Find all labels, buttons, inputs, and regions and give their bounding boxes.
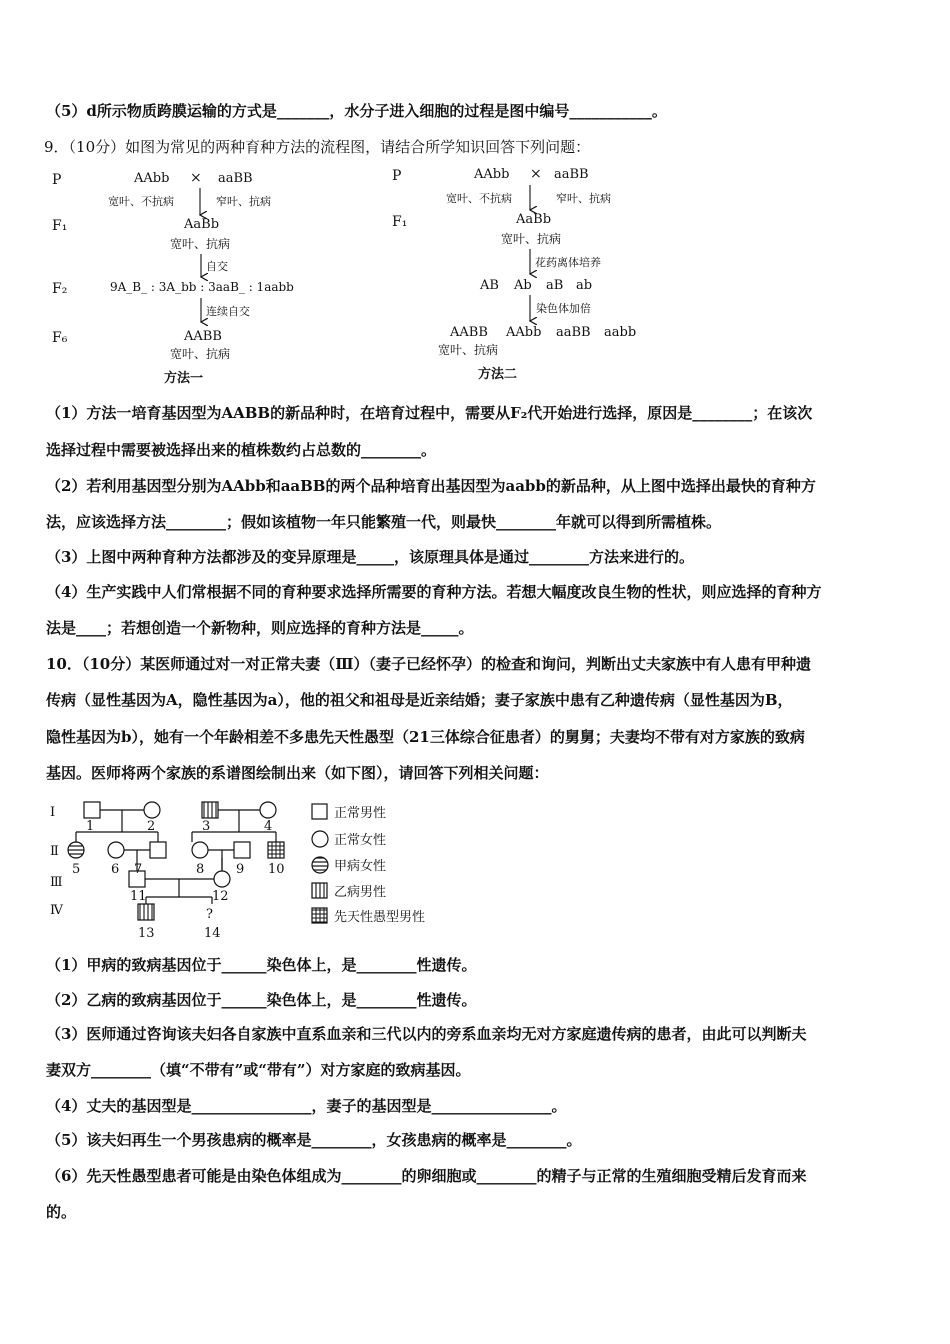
gen-label-iv: Ⅳ	[50, 903, 63, 918]
id-11: 11	[130, 889, 147, 904]
legend-disease-a-female: 甲病女性	[334, 859, 387, 874]
f1-trait-2: 宽叶、抗病	[501, 232, 562, 246]
q10-sub1: （1）甲病的致病基因位于______染色体上，是________性遗传。	[46, 956, 477, 974]
individual-13	[138, 904, 154, 920]
individual-7	[150, 842, 166, 858]
parent-b-trait: 窄叶、抗病	[216, 195, 271, 208]
gen-p-label: P	[52, 172, 62, 188]
individual-6	[108, 842, 124, 858]
q9-sub2-line1: （2）若利用基因型分别为AAbb和aaBB的两个品种培育出基因型为aabb的新品种，从上图中选择出最快的育种方	[46, 477, 816, 495]
individual-4	[260, 802, 276, 818]
parent-aabb-2: aaBB	[218, 171, 253, 186]
q10-sub4: （4）丈夫的基因型是________________，妻子的基因型是________________。	[46, 1097, 567, 1115]
result-1: AABB	[450, 325, 488, 340]
f6-genotype: AABB	[184, 329, 222, 344]
individual-12	[214, 871, 230, 887]
individual-10	[268, 842, 284, 858]
step-selfing: 自交	[206, 260, 228, 273]
id-12: 12	[212, 889, 229, 904]
method-two	[392, 166, 636, 382]
id-14: 14	[204, 926, 221, 941]
legend-disease-b-male-icon	[312, 883, 327, 898]
f1-trait: 宽叶、抗病	[170, 237, 231, 251]
id-6: 6	[111, 862, 120, 877]
individual-5	[68, 842, 84, 858]
parent-aabb: AAbb	[134, 171, 170, 186]
step-continuous-selfing: 连续自交	[206, 305, 250, 318]
legend-down-syndrome-male: 先天性愚型男性	[334, 910, 426, 925]
legend-down-syndrome-male-icon	[312, 908, 327, 923]
result-3: aaBB	[556, 325, 591, 340]
gamete-ab-2: Ab	[514, 278, 532, 293]
f1-genotype: AaBb	[184, 217, 220, 232]
gen-label-ii: Ⅱ	[50, 844, 59, 859]
individual-3	[202, 802, 218, 818]
q10-intro-line2: 传病（显性基因为A，隐性基因为a），他的祖父和祖母是近亲结婚；妻子家族中患有乙种遗传病（显性基因为B，	[46, 691, 793, 709]
step-anther-culture: 花药离体培养	[535, 256, 601, 269]
gen-p-label-2: P	[392, 168, 402, 184]
method-two-caption: 方法二	[478, 367, 518, 382]
parent-a-trait-2: 宽叶、不抗病	[446, 192, 512, 205]
individual-9	[234, 842, 250, 858]
id-7: 7	[134, 862, 143, 877]
gamete-ab-1: AB	[480, 278, 499, 293]
pedigree-chart	[46, 792, 466, 944]
gen-label-i: Ⅰ	[50, 805, 56, 820]
gamete-ab-3: aB	[546, 278, 564, 293]
q10-intro-line1: 10．（10分）某医师通过对一对正常夫妻（Ⅲ）（妻子已经怀孕）的检查和询问，判断出丈夫家族中有人患有甲种遗	[46, 655, 812, 673]
q10-sub3-line1: （3）医师通过咨询该夫妇各自家族中直系血亲和三代以内的旁系血亲均无对方家庭遗传病的患者，由此可以判断夫	[46, 1025, 807, 1043]
q9-sub4-line1: （4）生产实践中人们常根据不同的育种要求选择所需要的育种方法。若想大幅度改良生物的性状，则应选择的育种方	[46, 583, 822, 601]
parent-aabb-m2-2: aaBB	[554, 167, 589, 182]
f6-trait: 宽叶、抗病	[170, 347, 231, 361]
cross-symbol-2: ×	[530, 166, 542, 182]
legend-disease-a-female-icon	[312, 857, 328, 873]
id-10: 10	[268, 862, 285, 877]
unknown-mark: ?	[206, 907, 213, 922]
id-13: 13	[138, 926, 155, 941]
gen-label-iii: Ⅲ	[50, 875, 63, 890]
q9-sub3: （3）上图中两种育种方法都涉及的变异原理是_____，该原理具体是通过________方法来进行的。	[46, 548, 694, 566]
breeding-flowchart	[46, 160, 666, 392]
result-trait: 宽叶、抗病	[438, 343, 499, 357]
q10-intro-line3: 隐性基因为b），她有一个年龄相差不多患先天性愚型（21三体综合征患者）的舅舅；夫妻均不带有对方家族的致病	[46, 728, 805, 746]
q9-header: 9．（10分）如图为常见的两种育种方法的流程图，请结合所学知识回答下列问题：	[44, 138, 591, 156]
individual-2	[144, 802, 160, 818]
step-chromosome-doubling: 染色体加倍	[536, 302, 591, 315]
f2-ratio: 9A_B_ : 3A_bb : 3aaB_ : 1aabb	[110, 280, 294, 294]
q10-sub6-line2: 的。	[46, 1203, 77, 1221]
q10-sub3-line2: 妻双方________（填“不带有”或“带有”）对方家庭的致病基因。	[46, 1061, 471, 1079]
id-1: 1	[86, 819, 95, 834]
q10-intro-line4: 基因。医师将两个家族的系谱图绘制出来（如下图），请回答下列相关问题：	[46, 764, 549, 782]
q10-sub2: （2）乙病的致病基因位于______染色体上，是________性遗传。	[46, 991, 477, 1009]
legend-normal-male-icon	[312, 804, 327, 819]
q10-sub5: （5）该夫妇再生一个男孩患病的概率是________，女孩患病的概率是________。	[46, 1131, 582, 1149]
result-2: AAbb	[506, 325, 542, 340]
cross-symbol: ×	[190, 170, 202, 186]
id-9: 9	[236, 862, 245, 877]
parent-a-trait: 宽叶、不抗病	[108, 195, 174, 208]
result-4: aabb	[604, 325, 637, 340]
individual-8	[192, 842, 208, 858]
gamete-ab-4: ab	[576, 278, 593, 293]
parent-aabb-m2: AAbb	[474, 167, 510, 182]
gen-f1-label: F₁	[52, 218, 68, 234]
individual-1	[84, 802, 100, 818]
id-2: 2	[147, 819, 156, 834]
q8-sub5: （5）d所示物质跨膜运输的方式是_______，水分子进入细胞的过程是图中编号___________。	[46, 102, 667, 120]
legend-normal-female: 正常女性	[334, 833, 387, 848]
parent-b-trait-2: 窄叶、抗病	[556, 192, 611, 205]
legend-disease-b-male: 乙病男性	[334, 885, 387, 900]
method-one-caption: 方法一	[164, 371, 204, 386]
legend-normal-female-icon	[312, 831, 328, 847]
id-5: 5	[72, 862, 81, 877]
q9-sub2-line2: 法，应该选择方法________；假如该植物一年只能繁殖一代，则最快________年就可以得到所需植株。	[46, 513, 722, 531]
q9-sub4-line2: 法是____；若想创造一个新物种，则应选择的育种方法是_____。	[46, 619, 474, 637]
gen-f6-label: F₆	[52, 330, 68, 346]
id-8: 8	[196, 862, 205, 877]
q9-sub1-line1: （1）方法一培育基因型为AABB的新品种时，在培育过程中，需要从F₂代开始进行选择，原因是________；在该次	[46, 404, 813, 422]
q10-sub6-line1: （6）先天性愚型患者可能是由染色体组成为________的卵细胞或________的精子与正常的生殖细胞受精后发育而来	[46, 1167, 807, 1185]
legend-normal-male: 正常男性	[334, 806, 387, 821]
q9-sub1-line2: 选择过程中需要被选择出来的植株数约占总数的________。	[46, 441, 437, 459]
f1-genotype-2: AaBb	[516, 212, 552, 227]
method-one	[52, 170, 294, 386]
id-3: 3	[202, 819, 211, 834]
gen-f1-label-2: F₁	[392, 214, 408, 230]
id-4: 4	[264, 819, 273, 834]
gen-f2-label: F₂	[52, 281, 68, 297]
